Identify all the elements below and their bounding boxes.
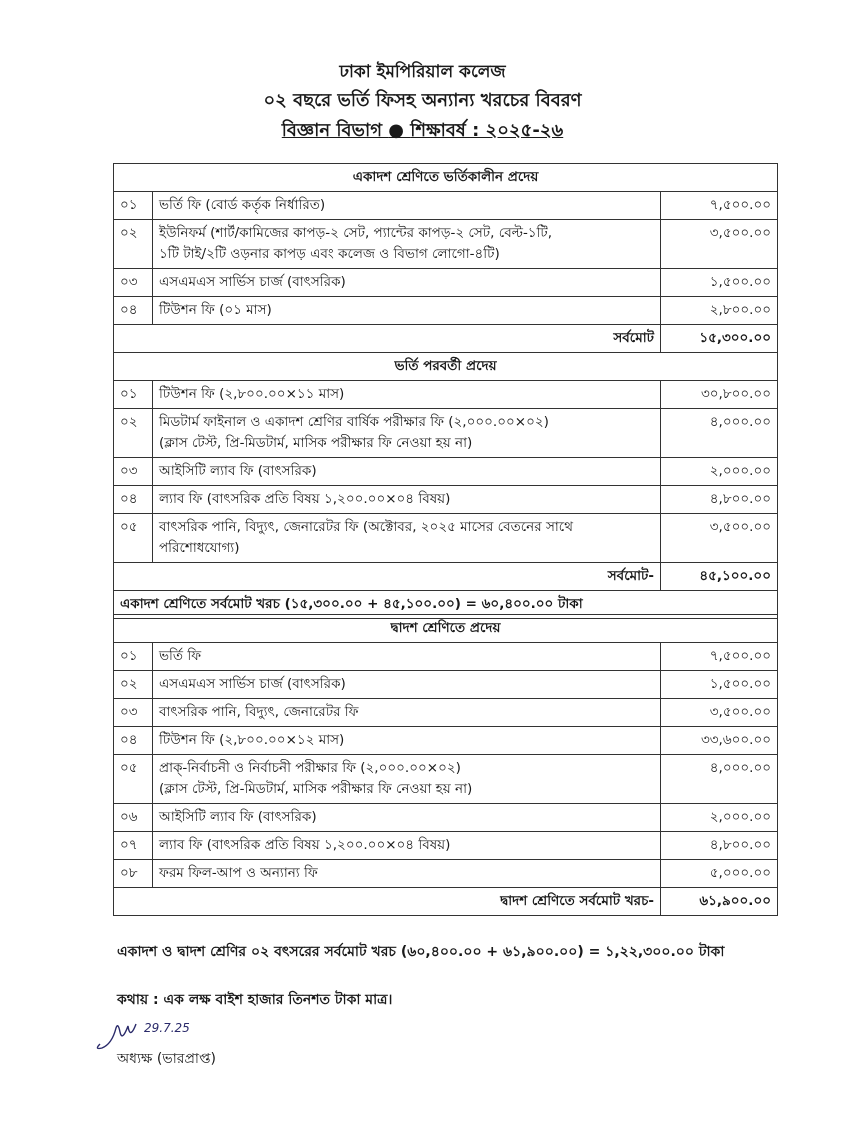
table-row xyxy=(114,755,778,804)
fee-description: বাৎসরিক পানি, বিদ্যুৎ, জেনারেটর ফি xyxy=(153,699,661,727)
table-row xyxy=(114,269,778,297)
fee-amount: ২,০০০.০০ xyxy=(661,458,778,486)
subtotal-row xyxy=(114,888,778,916)
serial-number: ০৩ xyxy=(114,699,153,727)
signature-date: 29.7.25 xyxy=(144,1021,190,1035)
fee-description: ভর্তি ফি (বোর্ড কর্তৃক নির্ধারিত) xyxy=(153,192,661,220)
fee-description xyxy=(153,220,661,269)
serial-number: ০২ xyxy=(114,409,153,458)
fee-amount: ৩,৫০০.০০ xyxy=(661,699,778,727)
after-admission-section-title: ভর্তি পরবর্তী প্রদেয় xyxy=(114,353,778,381)
serial-number: ০১ xyxy=(114,643,153,671)
fee-amount: ১,৫০০.০০ xyxy=(661,269,778,297)
two-year-total: একাদশ ও দ্বাদশ শ্রেণির ০২ বৎসরের সর্বমোট খরচ (৬০,৪০০.০০ + ৬১,৯০০.০০) = ১,২২,৩০০.০০ টাকা xyxy=(117,944,725,960)
subtotal-amount: ১৫,৩০০.০০ xyxy=(661,325,778,353)
section-header-row xyxy=(114,164,778,192)
fee-description-line: ১টি টাই/২টি ওড়নার কাপড় এবং কলেজ ও বিভাগ লোগো-৪টি) xyxy=(159,246,500,262)
fee-amount: ৫,০০০.০০ xyxy=(661,860,778,888)
serial-number: ০৭ xyxy=(114,832,153,860)
fee-description: টিউশন ফি (২,৮০০.০০×১২ মাস) xyxy=(153,727,661,755)
serial-number: ০৫ xyxy=(114,514,153,563)
table-row xyxy=(114,297,778,325)
fee-amount: ২,৮০০.০০ xyxy=(661,297,778,325)
document-header xyxy=(0,58,845,146)
serial-number: ০৮ xyxy=(114,860,153,888)
table-row xyxy=(114,643,778,671)
table-row xyxy=(114,409,778,458)
subtotal-label: দ্বাদশ শ্রেণিতে সর্বমোট খরচ- xyxy=(114,888,661,916)
subtotal-row xyxy=(114,325,778,353)
fee-description: ল্যাব ফি (বাৎসরিক প্রতি বিষয় ১,২০০.০০×০৪ বিষয়) xyxy=(153,832,661,860)
section-header-row xyxy=(114,353,778,381)
serial-number: ০২ xyxy=(114,220,153,269)
table-row xyxy=(114,486,778,514)
class-twelve-section-title: দ্বাদশ শ্রেণিতে প্রদেয় xyxy=(114,615,778,643)
fee-amount: ৭,৫০০.০০ xyxy=(661,643,778,671)
serial-number: ০৪ xyxy=(114,297,153,325)
principal-designation: অধ্যক্ষ (ভারপ্রাপ্ত) xyxy=(117,1051,216,1067)
session-year: শিক্ষাবর্ষ : ২০২৫-২৬ xyxy=(410,120,564,141)
fee-amount: ২,০০০.০০ xyxy=(661,804,778,832)
section-header-row xyxy=(114,615,778,643)
fee-amount: ৪,০০০.০০ xyxy=(661,409,778,458)
fee-amount: ১,৫০০.০০ xyxy=(661,671,778,699)
fee-description-line: (ক্লাস টেস্ট, প্রি-মিডটার্ম, মাসিক পরীক্ষার ফি নেওয়া হয় না) xyxy=(159,435,473,451)
fee-amount: ৭,৫০০.০০ xyxy=(661,192,778,220)
subtotal-label: সর্বমোট- xyxy=(114,563,661,591)
table-row xyxy=(114,727,778,755)
total-in-words: কথায় : এক লক্ষ বাইশ হাজার তিনশত টাকা মাত্র। xyxy=(117,992,393,1008)
table-row xyxy=(114,671,778,699)
fee-description: এসএমএস সার্ভিস চার্জ (বাৎসরিক) xyxy=(153,671,661,699)
class-twelve-fee-table xyxy=(113,614,778,916)
table-row xyxy=(114,804,778,832)
serial-number: ০৪ xyxy=(114,486,153,514)
serial-number: ০১ xyxy=(114,381,153,409)
fee-description-line: ইউনিফর্ম (শার্ট/কামিজের কাপড়-২ সেট, প্যান্টের কাপড়-২ সেট, বেল্ট-১টি, xyxy=(159,225,553,241)
serial-number: ০৪ xyxy=(114,727,153,755)
subtotal-label: সর্বমোট xyxy=(114,325,661,353)
table-row xyxy=(114,832,778,860)
fee-description: ভর্তি ফি xyxy=(153,643,661,671)
serial-number: ০৫ xyxy=(114,755,153,804)
fee-amount: ৩০,৮০০.০০ xyxy=(661,381,778,409)
table-row xyxy=(114,699,778,727)
fee-amount: ৩,৫০০.০০ xyxy=(661,220,778,269)
fee-description: টিউশন ফি (২,৮০০.০০×১১ মাস) xyxy=(153,381,661,409)
fee-description: ল্যাব ফি (বাৎসরিক প্রতি বিষয় ১,২০০.০০×০৪ বিষয়) xyxy=(153,486,661,514)
serial-number: ০৩ xyxy=(114,458,153,486)
subtotal-amount: ৪৫,১০০.০০ xyxy=(661,563,778,591)
class-eleven-fee-table xyxy=(113,163,778,619)
table-row xyxy=(114,514,778,563)
table-row xyxy=(114,860,778,888)
serial-number: ০৩ xyxy=(114,269,153,297)
fee-description-line: (ক্লাস টেস্ট, প্রি-মিডটার্ম, মাসিক পরীক্ষার ফি নেওয়া হয় না) xyxy=(159,781,473,797)
fee-amount: ৪,৮০০.০০ xyxy=(661,486,778,514)
document-subtitle: ০২ বছরে ভর্তি ফিসহ অন্যান্য খরচের বিবরণ xyxy=(263,90,582,111)
bullet-separator: ● xyxy=(388,120,404,141)
fee-description: আইসিটি ল্যাব ফি (বাৎসরিক) xyxy=(153,458,661,486)
fee-description xyxy=(153,755,661,804)
fee-description: আইসিটি ল্যাব ফি (বাৎসরিক) xyxy=(153,804,661,832)
fee-description xyxy=(153,409,661,458)
fee-amount: ৪,৮০০.০০ xyxy=(661,832,778,860)
class-eleven-grand-total: একাদশ শ্রেণিতে সর্বমোট খরচ (১৫,৩০০.০০ + ৪৫,১০০.০০) = ৬০,৪০০.০০ টাকা xyxy=(114,591,778,619)
serial-number: ০১ xyxy=(114,192,153,220)
subtotal-row xyxy=(114,563,778,591)
admission-section-title: একাদশ শ্রেণিতে ভর্তিকালীন প্রদেয় xyxy=(114,164,778,192)
fee-description: টিউশন ফি (০১ মাস) xyxy=(153,297,661,325)
fee-amount: ৩৩,৬০০.০০ xyxy=(661,727,778,755)
serial-number: ০২ xyxy=(114,671,153,699)
college-name: ঢাকা ইমপিরিয়াল কলেজ xyxy=(339,62,506,82)
fee-description-line: প্রাক্-নির্বাচনী ও নির্বাচনী পরীক্ষার ফি (২,০০০.০০×০২) xyxy=(159,760,461,776)
table-row xyxy=(114,192,778,220)
table-row xyxy=(114,458,778,486)
subtotal-amount: ৬১,৯০০.০০ xyxy=(661,888,778,916)
fee-amount: ৩,৫০০.০০ xyxy=(661,514,778,563)
serial-number: ০৬ xyxy=(114,804,153,832)
fee-amount: ৪,০০০.০০ xyxy=(661,755,778,804)
fee-description-line: মিডটার্ম ফাইনাল ও একাদশ শ্রেণির বার্ষিক পরীক্ষার ফি (২,০০০.০০×০২) xyxy=(159,414,549,430)
fee-description: বাৎসরিক পানি, বিদ্যুৎ, জেনারেটর ফি (অক্টোবর, ২০২৫ মাসের বেতনের সাথে পরিশোধযোগ্য) xyxy=(153,514,661,563)
table-row xyxy=(114,220,778,269)
fee-description: ফরম ফিল-আপ ও অন্যান্য ফি xyxy=(153,860,661,888)
department-session-line xyxy=(0,116,845,146)
fee-description: এসএমএস সার্ভিস চার্জ (বাৎসরিক) xyxy=(153,269,661,297)
department-name: বিজ্ঞান বিভাগ xyxy=(281,120,382,141)
table-row xyxy=(114,381,778,409)
